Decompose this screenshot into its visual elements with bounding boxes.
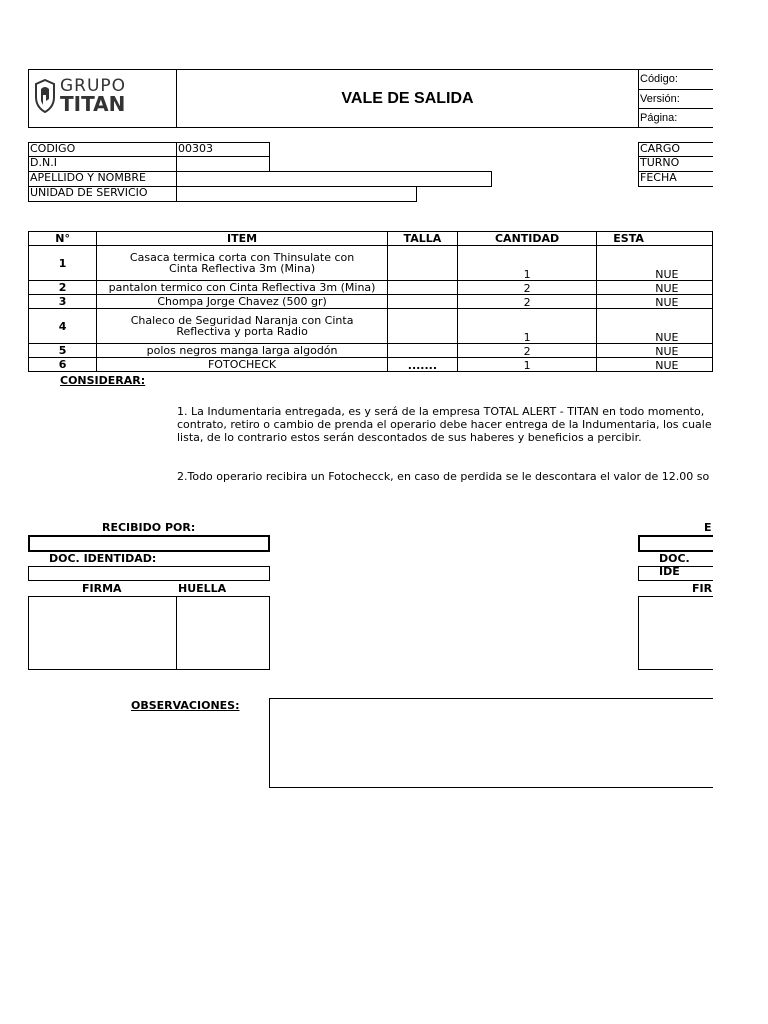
col-header-talla: TALLA — [387, 232, 457, 246]
row-cantidad: 2 — [457, 344, 596, 358]
row-estado: NUE — [597, 246, 713, 281]
considerar-title: CONSIDERAR: — [60, 374, 146, 387]
row-item: Chompa Jorge Chavez (500 gr) — [97, 295, 388, 309]
row-item: polos negros manga larga algodón — [97, 344, 388, 358]
recibido-label: RECIBIDO POR: — [102, 521, 196, 534]
firma-label: FIRMA — [82, 582, 122, 595]
right-doc-identidad-label: DOC. IDE — [659, 552, 690, 578]
table-row — [29, 344, 713, 358]
document-title: VALE DE SALIDA — [341, 89, 474, 107]
table-row — [29, 358, 713, 372]
row-estado: NUE — [597, 309, 713, 344]
row-estado: NUE — [597, 358, 713, 372]
unidad-label: UNIDAD DE SERVICIO — [28, 186, 177, 202]
items-table-header — [29, 232, 713, 246]
logo-text-grupo: GRUPO — [60, 76, 127, 96]
row-item: Casaca termica corta con Thinsulate con Cinta Reflectiva 3m (Mina) — [97, 246, 388, 281]
col-header-estado: ESTA — [597, 232, 713, 246]
cargo-label: CARGO — [638, 142, 713, 157]
row-number: 4 — [29, 309, 97, 344]
row-number: 5 — [29, 344, 97, 358]
meta-codigo-label: Código: — [640, 73, 678, 85]
dni-value — [176, 156, 270, 172]
row-cantidad: 2 — [457, 295, 596, 309]
row-cantidad: 1 — [457, 246, 596, 281]
row-item: FOTOCHECK — [97, 358, 388, 372]
entregado-label: E — [704, 521, 712, 534]
right-doc-identidad-field — [638, 566, 713, 581]
logo-text-titan: TITAN — [60, 92, 126, 116]
row-talla — [387, 344, 457, 358]
fecha-label: FECHA — [638, 171, 713, 187]
considerar-note-2: 2.Todo operario recibira un Fotochecck, en caso de perdida se le descontara el valor de 12.00 so — [177, 470, 710, 483]
row-number: 1 — [29, 246, 97, 281]
row-item: Chaleco de Seguridad Naranja con Cinta Reflectiva y porta Radio — [97, 309, 388, 344]
col-header-n: N° — [29, 232, 97, 246]
apellido-value — [176, 171, 492, 187]
codigo-value: 00303 — [176, 142, 270, 157]
apellido-label: APELLIDO Y NOMBRE — [28, 171, 177, 187]
doc-identidad-label: DOC. IDENTIDAD: — [49, 552, 157, 565]
row-talla — [387, 309, 457, 344]
company-logo — [34, 76, 127, 117]
huella-label: HUELLA — [178, 582, 227, 595]
spartan-helmet-icon — [34, 79, 56, 113]
observaciones-label: OBSERVACIONES: — [131, 699, 240, 712]
row-cantidad: 2 — [457, 281, 596, 295]
row-estado: NUE — [597, 295, 713, 309]
document-title-box — [176, 69, 639, 128]
row-talla — [387, 295, 457, 309]
meta-version-label: Versión: — [640, 93, 680, 105]
row-number: 6 — [29, 358, 97, 372]
row-cantidad: 1 — [457, 358, 596, 372]
row-talla: ....... — [387, 358, 457, 372]
observaciones-box — [269, 698, 713, 788]
meta-pagina — [638, 108, 713, 128]
table-row — [29, 281, 713, 295]
row-talla — [387, 246, 457, 281]
items-table — [28, 231, 713, 372]
row-cantidad: 1 — [457, 309, 596, 344]
col-header-item: ITEM — [97, 232, 388, 246]
unidad-value — [176, 186, 417, 202]
codigo-label: CODIGO — [28, 142, 177, 157]
entregado-field — [638, 535, 713, 552]
row-item: pantalon termico con Cinta Reflectiva 3m (Mina) — [97, 281, 388, 295]
meta-codigo — [638, 69, 713, 90]
right-firma-box — [638, 596, 713, 670]
right-firma-label: FIR — [692, 582, 713, 595]
considerar-note-1: 1. La Indumentaria entregada, es y será de la empresa TOTAL ALERT - TITAN en todo momento, contrato, retiro o cambio de prenda el operario debe hacer entrega de la Indumentaria, los cuale lista, de lo contrario estos serán descontados de sus haberes y beneficios a percibir. — [177, 405, 712, 444]
firma-box — [28, 596, 177, 670]
row-number: 2 — [29, 281, 97, 295]
meta-version — [638, 89, 713, 109]
table-row — [29, 246, 713, 281]
row-number: 3 — [29, 295, 97, 309]
recibido-field — [28, 535, 270, 552]
table-row — [29, 295, 713, 309]
meta-pagina-label: Página: — [640, 112, 678, 124]
huella-box — [176, 596, 270, 670]
col-header-cantidad: CANTIDAD — [457, 232, 596, 246]
turno-label: TURNO — [638, 156, 713, 172]
dni-label: D.N.I — [28, 156, 177, 172]
row-talla — [387, 281, 457, 295]
doc-identidad-field — [28, 566, 270, 581]
row-estado: NUE — [597, 344, 713, 358]
table-row — [29, 309, 713, 344]
row-estado: NUE — [597, 281, 713, 295]
